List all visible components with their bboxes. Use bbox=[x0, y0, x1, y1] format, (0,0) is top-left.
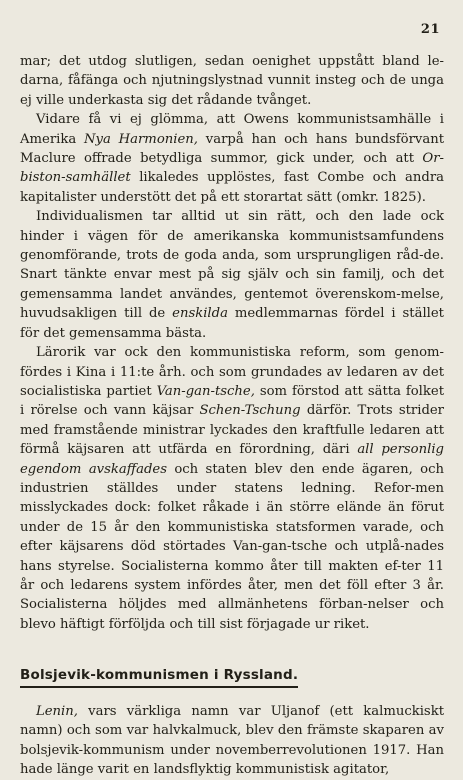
paragraph bbox=[20, 343, 444, 634]
body-text bbox=[20, 52, 444, 634]
page-number: 21 bbox=[420, 22, 440, 37]
text-run: Individualismen tar alltid ut sin rätt, och den lade ock hinder i vägen för de amerikanska kommunistsamfundens genomförande, trots de goda anda, som ursprungligen råd-de. Snart tänkte envar mest på sig själv och sin familj, och det gemensamma landet användes, gentemot överenskom-melse, huvudsakligen till de bbox=[20, 209, 444, 322]
italic-text: all personlig egendom avskaffades bbox=[20, 442, 444, 477]
paragraph bbox=[20, 110, 444, 207]
paragraph bbox=[20, 207, 444, 343]
section-heading: Bolsjevik-kommunismen i Ryssland. bbox=[20, 667, 298, 688]
text-run: Vidare få vi ej glömma, att Owens kommunistsamhälle i Amerika bbox=[20, 112, 444, 147]
italic-text: Van-gan-tsche, bbox=[156, 383, 255, 399]
section-text bbox=[20, 702, 444, 780]
italic-text: Nya Harmonien, bbox=[84, 131, 198, 147]
text-run: likaledes upplöstes, fast Combe och andra kapitalister understött det på ett storartat sätt (omkr. 1825). bbox=[20, 170, 444, 205]
book-page bbox=[20, 20, 444, 778]
italic-text: enskilda bbox=[172, 306, 228, 322]
text-run: och staten blev den ende ägaren, och industrien ställdes under statens ledning. Refor-men misslyckades dock: folket råkade i än större elände än förut under de 15 år den kommunistiska statsformen varade, och efter käjsarens död störtades Van-gan-tsche och utplå-nades hans styrelse. Socialisterna kommo åter till makten ef-ter 11 år och ledarens system infördes åter, men det föll efter 3 år. Socialisterna höljdes med allmänhetens förban-nelser och blevo häftigt förföljda och till sist förjagade ur riket. bbox=[20, 461, 444, 632]
text-run: som förstod att sätta folket i rörelse och vann käjsar bbox=[20, 383, 444, 419]
italic-text: Lenin, bbox=[36, 704, 78, 719]
text-run: medlemmarnas fördel i stället för det gemensamma bästa. bbox=[20, 306, 444, 341]
text-run: Lärorik var ock den kommunistiska reform, som genom-fördes i Kina i 11:te årh. och som grundades av ledaren av det socialistiska partiet bbox=[20, 345, 444, 399]
paragraph bbox=[20, 52, 444, 110]
text-run: varpå han och hans bundsförvant Maclure offrade betydliga summor, gick under, och att bbox=[20, 131, 444, 167]
text-run: vars värkliga namn var Uljanof (ett kalmuckiskt namn) och som var halvkalmuck, blev den främste skaparen av bolsjevik-kommunism under novemberrevolutionen 1917. Han hade länge varit en landsflyktig kommunistisk agitator, bbox=[20, 704, 444, 778]
italic-text: Or-biston-samhället bbox=[20, 151, 444, 186]
paragraph bbox=[20, 702, 444, 780]
italic-text: Schen-Tschung bbox=[199, 403, 301, 419]
text-run: mar; det utdog slutligen, sedan oenighet uppstått bland le-darna, fåfänga och njutningslystnad vunnit insteg och de unga ej ville underkasta sig det rådande tvånget. bbox=[20, 54, 444, 108]
text-run: därför. Trots strider med framstående ministrar lyckades den kraftfulle ledaren att förmå käjsaren att utfärda en förordning, däri bbox=[20, 403, 444, 458]
